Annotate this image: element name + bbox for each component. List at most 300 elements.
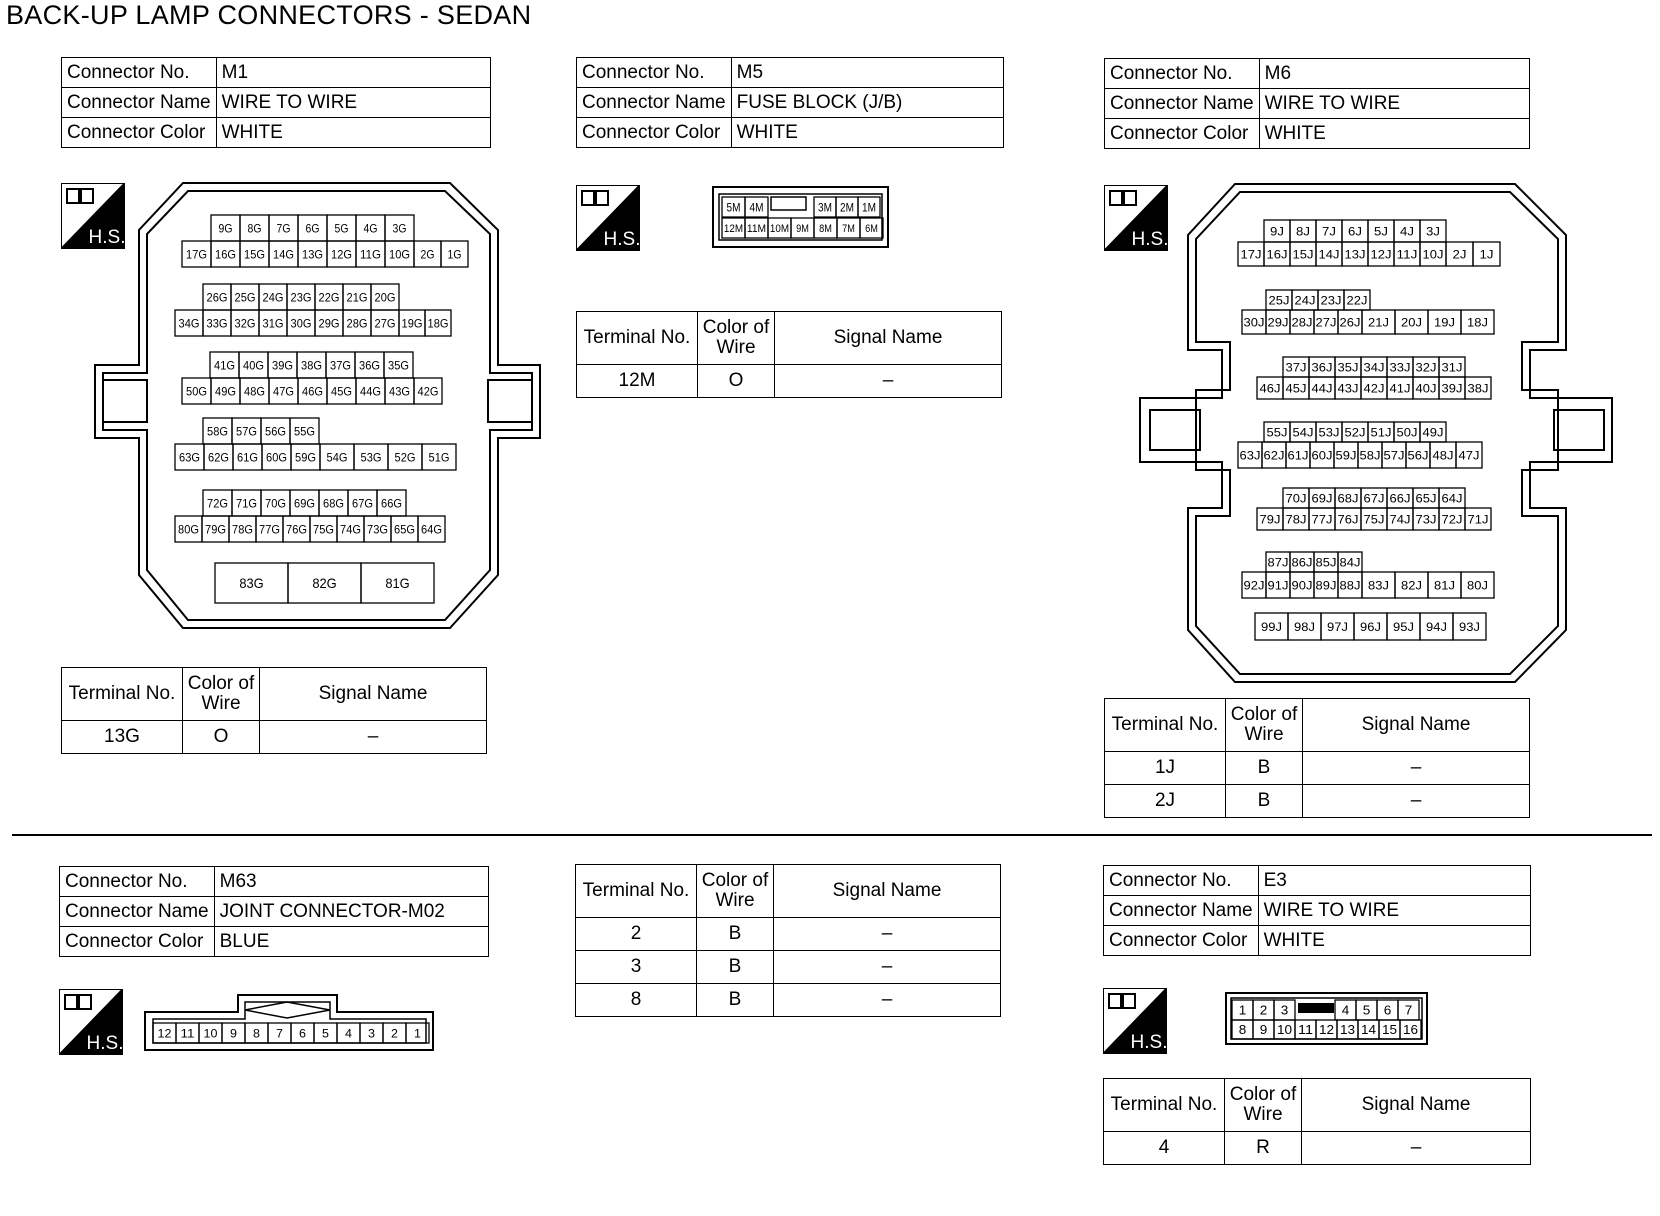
pin-label: 82G	[312, 575, 337, 592]
pin-label: 3	[1280, 1002, 1289, 1018]
pin-label: 1	[1238, 1002, 1247, 1018]
pin-label: 87J	[1267, 555, 1289, 570]
pin-label: 23G	[290, 290, 312, 305]
pin-label: 10J	[1422, 247, 1444, 262]
pin-label: 82J	[1401, 578, 1422, 593]
pin-label: 59J	[1335, 448, 1357, 463]
pin-label: 74J	[1389, 512, 1411, 527]
pin-label: 32G	[234, 316, 256, 331]
harness-side-icon	[59, 989, 123, 1055]
terminal-table-m6	[1104, 698, 1530, 818]
terminal-no-header: Terminal No.	[577, 312, 698, 365]
pin-label: 38J	[1467, 381, 1489, 396]
pin-label: 33G	[206, 316, 228, 331]
pin-label: 12J	[1370, 247, 1392, 262]
pin-label: 62J	[1263, 448, 1285, 463]
connector-name-value: FUSE BLOCK (J/B)	[731, 88, 1003, 118]
pin-label: 29J	[1267, 315, 1289, 330]
pin-label: 14G	[273, 247, 294, 262]
pin-label: 26J	[1339, 315, 1361, 330]
pin-label: 50G	[186, 384, 207, 399]
pin-label: 12M	[723, 222, 744, 235]
pin-label: 15G	[244, 247, 265, 262]
harness-side-icon	[576, 185, 640, 251]
table-row: 2J B –	[1105, 785, 1530, 818]
pin-label: 96J	[1360, 619, 1381, 634]
pin-label: 4	[345, 1026, 353, 1041]
pin-label: 3M	[818, 200, 832, 215]
pin-label: 6J	[1348, 224, 1362, 239]
pin-label: 40G	[243, 358, 264, 373]
pin-label: 15J	[1292, 247, 1314, 262]
connector-no-value: M63	[214, 867, 488, 897]
connector-info-m5	[576, 57, 1004, 148]
pin-label: 23J	[1320, 293, 1342, 308]
table-row: 1J B –	[1105, 752, 1530, 785]
pin-label: 49J	[1422, 425, 1444, 440]
pin-label: 7M	[842, 222, 855, 235]
pin-label: 2	[1259, 1002, 1268, 1018]
pin-label: 47J	[1458, 448, 1480, 463]
color-of-wire-header: Color of Wire	[1226, 699, 1303, 752]
connector-color-value: BLUE	[214, 927, 488, 957]
pin-label: 75J	[1363, 512, 1385, 527]
pin-label: 30G	[290, 316, 312, 331]
pin-label: 38G	[301, 358, 322, 373]
pin-label: 28J	[1291, 315, 1313, 330]
connector-color-value: WHITE	[1258, 926, 1530, 956]
pin-label: 20G	[374, 290, 396, 305]
pin-label: 4M	[749, 200, 764, 215]
pin-label: 6M	[865, 222, 878, 235]
pin-label: 86J	[1291, 555, 1313, 570]
pin-label: 34J	[1363, 360, 1385, 375]
pin-label: 58G	[207, 424, 228, 439]
connector-no-label: Connector No.	[1105, 59, 1260, 89]
pin-label: 97J	[1327, 619, 1348, 634]
pin-label: 31G	[262, 316, 284, 331]
pin-label: 12G	[331, 247, 352, 262]
pin-label: 69J	[1311, 491, 1333, 506]
pin-label: 72G	[207, 496, 228, 511]
connector-color-label: Connector Color	[1104, 926, 1259, 956]
pin-label: 21G	[346, 290, 368, 305]
pin-label: 83J	[1368, 578, 1389, 593]
pin-label: 71J	[1467, 512, 1489, 527]
table-row: 13G O –	[62, 721, 487, 754]
pin-label: 27J	[1315, 315, 1337, 330]
connector-color-label: Connector Color	[60, 927, 215, 957]
pin-label: 16J	[1266, 247, 1288, 262]
pin-label: 76J	[1337, 512, 1359, 527]
terminal-no-header: Terminal No.	[1104, 1079, 1225, 1132]
terminal-no-header: Terminal No.	[1105, 699, 1226, 752]
table-row: 12M O –	[577, 365, 1002, 398]
pin-label: 77G	[259, 522, 280, 537]
connector-color-label: Connector Color	[62, 118, 217, 148]
connector-no-value: M1	[216, 58, 490, 88]
pin-label: 52J	[1344, 425, 1366, 440]
pin-label: 2G	[420, 247, 435, 262]
pin-label: 78J	[1285, 512, 1307, 527]
pin-label: 3J	[1426, 224, 1440, 239]
pin-label: 39J	[1441, 381, 1463, 396]
pin-label: 95J	[1393, 619, 1414, 634]
pin-label: 90J	[1291, 578, 1313, 593]
pin-label: 67J	[1363, 491, 1385, 506]
connector-name-label: Connector Name	[62, 88, 217, 118]
pin-label: 64J	[1441, 491, 1463, 506]
connector-name-value: WIRE TO WIRE	[1258, 896, 1530, 926]
pin-label: 20J	[1401, 315, 1422, 330]
connector-name-value: WIRE TO WIRE	[216, 88, 490, 118]
pin-label: 80G	[178, 522, 199, 537]
pin-label: 57G	[236, 424, 257, 439]
pin-label: 88J	[1339, 578, 1361, 593]
pin-label: 31J	[1441, 360, 1463, 375]
connector-name-value: WIRE TO WIRE	[1259, 89, 1529, 119]
connector-color-label: Connector Color	[577, 118, 732, 148]
terminal-no-header: Terminal No.	[62, 668, 183, 721]
pin-label: 63J	[1239, 448, 1261, 463]
pin-label: 17J	[1240, 247, 1262, 262]
pin-label: 51G	[428, 450, 450, 465]
connector-no-label: Connector No.	[577, 58, 732, 88]
pin-label: 99J	[1261, 619, 1282, 634]
pin-label: 19G	[401, 316, 423, 331]
pin-label: 36J	[1311, 360, 1333, 375]
pin-label: 75G	[313, 522, 334, 537]
pin-label: 48G	[244, 384, 265, 399]
pin-label: 7	[1404, 1002, 1413, 1018]
section-divider	[12, 834, 1652, 836]
pin-label: 3G	[392, 221, 407, 236]
pin-label: 52G	[394, 450, 416, 465]
connector-info-m63	[59, 866, 489, 957]
pin-label: 4	[1341, 1002, 1350, 1018]
pin-label: 33J	[1389, 360, 1411, 375]
connector-color-label: Connector Color	[1105, 119, 1260, 149]
pin-label: 73G	[367, 522, 388, 537]
pin-label: 16G	[215, 247, 236, 262]
pin-label: 85J	[1315, 555, 1337, 570]
pin-label: 2J	[1452, 247, 1467, 262]
pin-label: 43G	[389, 384, 410, 399]
pin-label: 54G	[326, 450, 348, 465]
pin-label: 15	[1381, 1022, 1398, 1038]
pin-label: 47G	[273, 384, 294, 399]
pin-label: 10	[1276, 1022, 1293, 1038]
pin-label: 12	[157, 1026, 172, 1041]
pin-label: 37G	[330, 358, 351, 373]
connector-info-m6	[1104, 58, 1530, 149]
pin-label: 36G	[359, 358, 380, 373]
pin-label: 89J	[1315, 578, 1337, 593]
pin-label: 39G	[272, 358, 293, 373]
pin-label: 45G	[331, 384, 352, 399]
pin-label: 58J	[1359, 448, 1381, 463]
pin-label: 3	[368, 1026, 376, 1041]
pin-label: 63G	[179, 450, 200, 465]
connector-name-label: Connector Name	[1104, 896, 1259, 926]
pin-label: 76G	[286, 522, 307, 537]
harness-side-icon	[1103, 988, 1167, 1054]
pin-label: 35J	[1337, 360, 1359, 375]
pin-label: 5M	[726, 200, 741, 215]
pin-label: 98J	[1294, 619, 1315, 634]
pin-label: 50J	[1396, 425, 1418, 440]
pin-label: 70J	[1285, 491, 1307, 506]
pin-label: 49G	[215, 384, 236, 399]
page-title: BACK-UP LAMP CONNECTORS - SEDAN	[6, 0, 532, 30]
connector-color-value: WHITE	[1259, 119, 1529, 149]
pin-label: 83G	[239, 575, 264, 592]
pin-label: 11J	[1396, 247, 1418, 262]
connector-face-m1	[95, 180, 545, 635]
pin-label: 9	[230, 1026, 238, 1041]
pin-label: 43J	[1337, 381, 1359, 396]
connector-name-value: JOINT CONNECTOR-M02	[214, 897, 488, 927]
connector-face-m5	[712, 186, 892, 250]
pin-label: 44G	[360, 384, 381, 399]
pin-label: 62G	[208, 450, 229, 465]
pin-label: 93J	[1459, 619, 1480, 634]
pin-label: 6G	[305, 221, 320, 236]
pin-label: 34G	[178, 316, 200, 331]
pin-label: 10G	[389, 247, 410, 262]
pin-label: 54J	[1292, 425, 1314, 440]
pin-label: 17G	[186, 247, 207, 262]
connector-face-m63	[143, 990, 438, 1050]
table-row: 3 B –	[576, 951, 1001, 984]
connector-color-value: WHITE	[216, 118, 490, 148]
pin-label: 41J	[1389, 381, 1411, 396]
signal-name-header: Signal Name	[1303, 699, 1530, 752]
pin-label: 16	[1402, 1022, 1419, 1038]
pin-label: 9G	[218, 221, 233, 236]
pin-label: 48J	[1432, 448, 1454, 463]
pin-label: 72J	[1441, 512, 1463, 527]
pin-label: 24J	[1294, 293, 1316, 308]
terminal-table-e3	[1103, 1078, 1531, 1165]
pin-label: 25J	[1268, 293, 1290, 308]
pin-label: 53G	[360, 450, 382, 465]
pin-label: 92J	[1243, 578, 1265, 593]
pin-label: 56J	[1407, 448, 1429, 463]
pin-label: 40J	[1415, 381, 1437, 396]
signal-name-header: Signal Name	[260, 668, 487, 721]
pin-label: 1	[414, 1026, 422, 1041]
pin-label: 2	[391, 1026, 399, 1041]
pin-label: 65G	[394, 522, 415, 537]
connector-no-label: Connector No.	[1104, 866, 1259, 896]
pin-label: 1M	[862, 200, 876, 215]
pin-label: 7J	[1322, 224, 1336, 239]
connector-no-label: Connector No.	[60, 867, 215, 897]
signal-name-header: Signal Name	[775, 312, 1002, 365]
pin-label: 35G	[388, 358, 409, 373]
connector-info-e3	[1103, 865, 1531, 956]
pin-label: 64G	[421, 522, 442, 537]
connector-color-value: WHITE	[731, 118, 1003, 148]
pin-label: 19J	[1434, 315, 1455, 330]
pin-label: 4G	[363, 221, 378, 236]
pin-label: 61G	[237, 450, 258, 465]
connector-no-value: M5	[731, 58, 1003, 88]
pin-label: 5J	[1374, 224, 1388, 239]
pin-label: 26G	[206, 290, 228, 305]
pin-label: 6	[299, 1026, 307, 1041]
pin-label: 22J	[1346, 293, 1368, 308]
pin-label: 9	[1259, 1022, 1268, 1038]
pin-label: 84J	[1339, 555, 1361, 570]
pin-label: 46J	[1259, 381, 1281, 396]
pin-label: 66J	[1389, 491, 1411, 506]
pin-label: 1G	[447, 247, 462, 262]
pin-label: 60G	[266, 450, 287, 465]
pin-label: 22G	[318, 290, 340, 305]
pin-label: 37J	[1285, 360, 1307, 375]
pin-label: 28G	[346, 316, 368, 331]
pin-label: 56G	[265, 424, 286, 439]
terminal-table-m1	[61, 667, 487, 754]
hs-label: H.S.	[88, 227, 125, 248]
pin-label: 55J	[1266, 425, 1288, 440]
color-of-wire-header: Color of Wire	[1225, 1079, 1302, 1132]
pin-label: 66G	[381, 496, 402, 511]
pin-label: 13J	[1344, 247, 1366, 262]
pin-label: 81G	[385, 575, 410, 592]
pin-label: 11	[1297, 1022, 1314, 1038]
pin-label: 80J	[1467, 578, 1488, 593]
pin-label: 29G	[318, 316, 340, 331]
pin-label: 32J	[1415, 360, 1437, 375]
pin-label: 42G	[417, 384, 439, 399]
pin-label: 46G	[302, 384, 323, 399]
pin-label: 7G	[276, 221, 291, 236]
pin-label: 1J	[1479, 247, 1494, 262]
table-row: 4 R –	[1104, 1132, 1531, 1165]
pin-label: 74G	[340, 522, 361, 537]
svg-text:H.S.: H.S.	[603, 229, 640, 250]
pin-label: 13	[1339, 1022, 1356, 1038]
connector-no-label: Connector No.	[62, 58, 217, 88]
pin-label: 81J	[1434, 578, 1455, 593]
color-of-wire-header: Color of Wire	[183, 668, 260, 721]
pin-label: 8J	[1296, 224, 1310, 239]
svg-text:H.S.: H.S.	[1130, 1032, 1167, 1053]
pin-label: 10	[203, 1026, 218, 1041]
connector-info-m1	[61, 57, 491, 148]
pin-label: 6	[1383, 1002, 1392, 1018]
pin-label: 4J	[1400, 224, 1414, 239]
pin-label: 14J	[1318, 247, 1340, 262]
pin-label: 68G	[323, 496, 344, 511]
pin-label: 70G	[265, 496, 286, 511]
pin-label: 57J	[1383, 448, 1405, 463]
pin-label: 69G	[294, 496, 315, 511]
connector-no-value: M6	[1259, 59, 1529, 89]
svg-text:H.S.: H.S.	[86, 1033, 123, 1054]
pin-label: 8	[253, 1026, 261, 1041]
signal-name-header: Signal Name	[1302, 1079, 1531, 1132]
terminal-no-header: Terminal No.	[576, 865, 697, 918]
connector-face-m6	[1137, 180, 1617, 685]
pin-label: 44J	[1311, 381, 1333, 396]
pin-label: 21J	[1368, 315, 1389, 330]
pin-label: 8G	[247, 221, 262, 236]
pin-label: 94J	[1426, 619, 1447, 634]
pin-label: 11	[180, 1026, 195, 1041]
pin-label: 73J	[1415, 512, 1437, 527]
pin-label: 27G	[374, 316, 396, 331]
pin-label: 71G	[236, 496, 257, 511]
pin-label: 68J	[1337, 491, 1359, 506]
pin-label: 67G	[352, 496, 373, 511]
signal-name-header: Signal Name	[774, 865, 1001, 918]
pin-label: 61J	[1287, 448, 1309, 463]
pin-label: 9M	[796, 222, 809, 235]
pin-label: 65J	[1415, 491, 1437, 506]
pin-label: 51J	[1370, 425, 1392, 440]
pin-label: 78G	[232, 522, 253, 537]
color-of-wire-header: Color of Wire	[698, 312, 775, 365]
color-of-wire-header: Color of Wire	[697, 865, 774, 918]
pin-label: 25G	[234, 290, 256, 305]
connector-face-e3	[1224, 991, 1430, 1046]
pin-label: 7	[276, 1026, 284, 1041]
pin-label: 79G	[205, 522, 226, 537]
pin-label: 5	[1362, 1002, 1371, 1018]
table-row: 8 B –	[576, 984, 1001, 1017]
pin-label: 8M	[819, 222, 832, 235]
pin-label: 53J	[1318, 425, 1340, 440]
svg-text:H.S.: H.S.	[1131, 229, 1168, 250]
pin-label: 42J	[1363, 381, 1385, 396]
terminal-table-m63	[575, 864, 1001, 1017]
pin-label: 18J	[1467, 315, 1488, 330]
pin-label: 77J	[1311, 512, 1333, 527]
pin-label: 59G	[295, 450, 316, 465]
pin-label: 91J	[1267, 578, 1289, 593]
pin-label: 24G	[262, 290, 284, 305]
connector-name-label: Connector Name	[1105, 89, 1260, 119]
pin-label: 60J	[1311, 448, 1333, 463]
connector-name-label: Connector Name	[60, 897, 215, 927]
pin-label: 8	[1238, 1022, 1247, 1038]
terminal-table-m5	[576, 311, 1002, 398]
pin-label: 30J	[1243, 315, 1265, 330]
pin-label: 45J	[1285, 381, 1307, 396]
pin-label: 18G	[427, 316, 449, 331]
pin-label: 5	[322, 1026, 330, 1041]
pin-label: 79J	[1259, 512, 1281, 527]
pin-label: 11M	[746, 222, 767, 235]
pin-label: 12	[1318, 1022, 1335, 1038]
pin-label: 14	[1360, 1022, 1377, 1038]
pin-label: 11G	[360, 247, 381, 262]
connector-name-label: Connector Name	[577, 88, 732, 118]
pin-label: 41G	[214, 358, 235, 373]
pin-label: 9J	[1270, 224, 1284, 239]
connector-no-value: E3	[1258, 866, 1530, 896]
pin-label: 55G	[294, 424, 315, 439]
table-row: 2 B –	[576, 918, 1001, 951]
pin-label: 10M	[769, 222, 790, 235]
pin-label: 13G	[302, 247, 323, 262]
pin-label: 5G	[334, 221, 349, 236]
pin-label: 2M	[840, 200, 854, 215]
